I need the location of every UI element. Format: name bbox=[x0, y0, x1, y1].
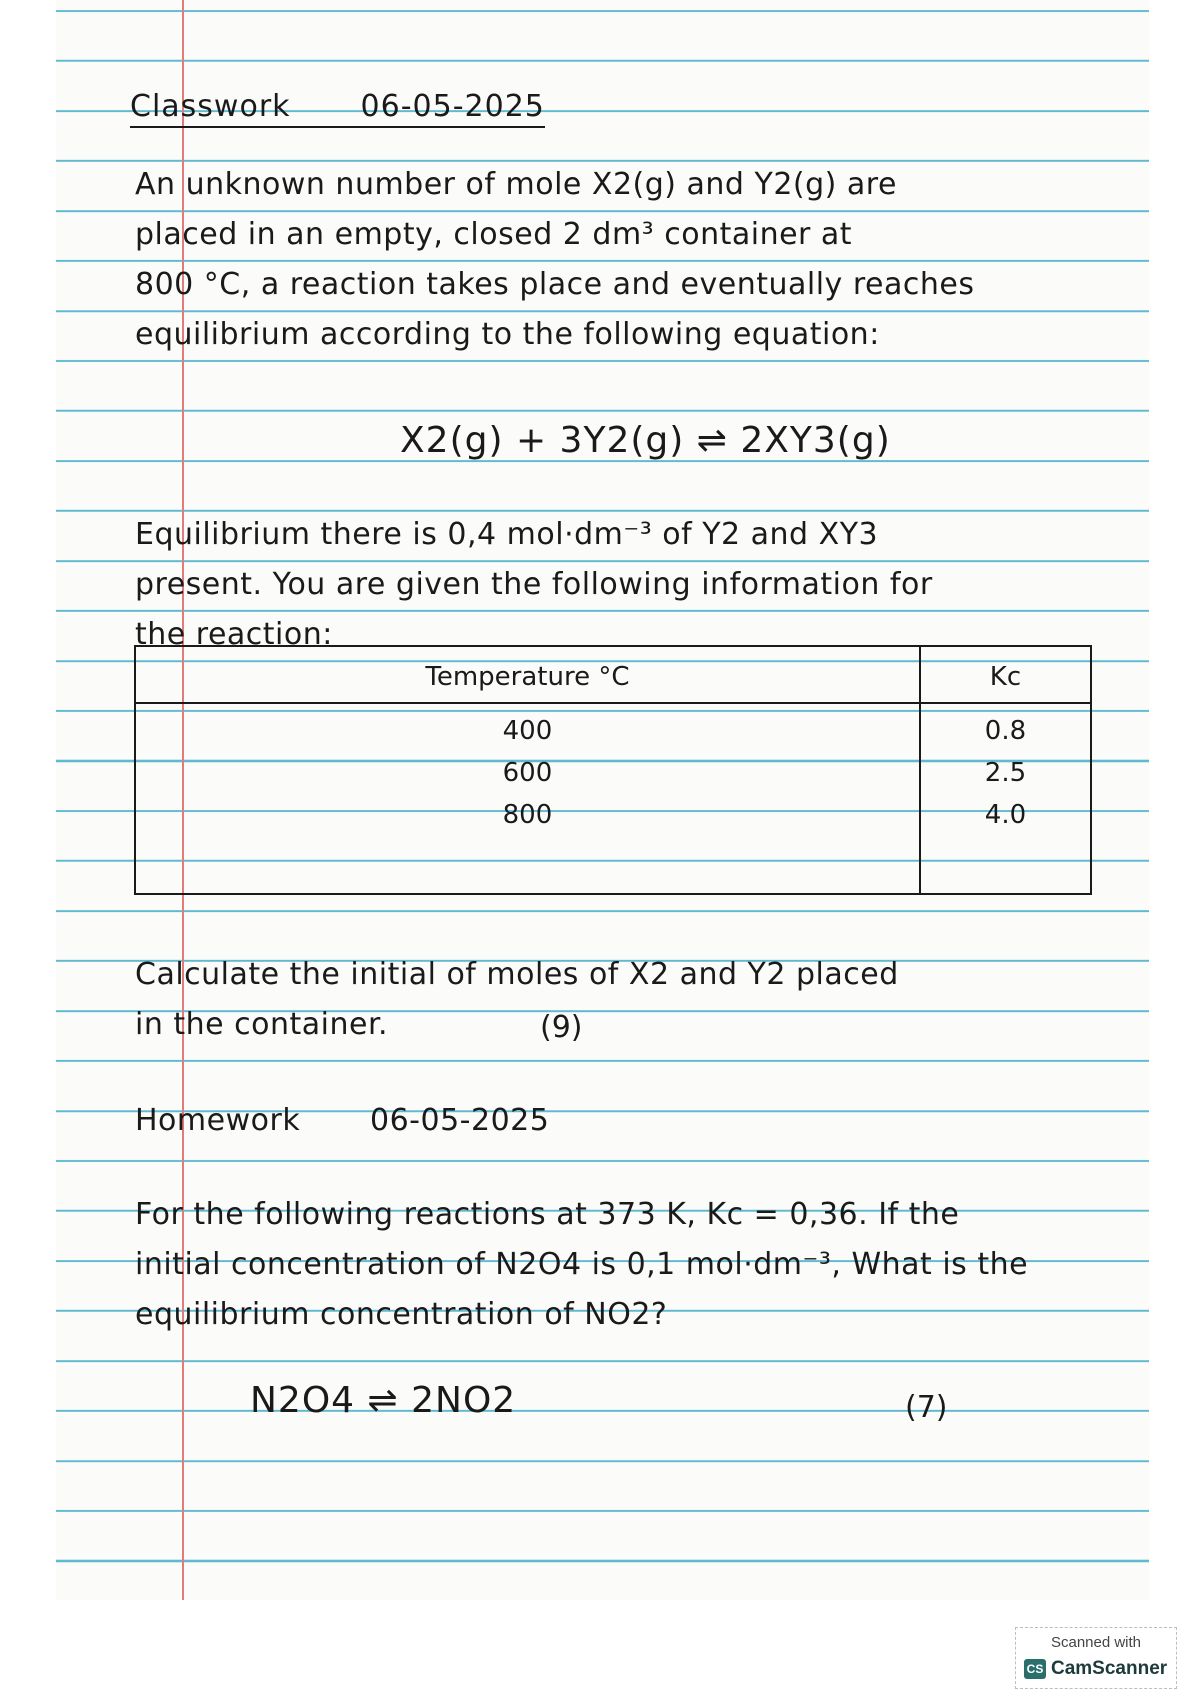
kc-cell: 2.5 bbox=[984, 758, 1027, 788]
homework-date: 06-05-2025 bbox=[370, 1103, 550, 1138]
homework-equation: N2O4 ⇌ 2NO2 bbox=[250, 1380, 517, 1421]
classwork-label: Classwork bbox=[130, 89, 291, 124]
classwork-info-line-1: Equilibrium there is 0,4 mol·dm⁻³ of Y2 and XY3 bbox=[135, 517, 879, 552]
classwork-marks: (9) bbox=[540, 1010, 583, 1045]
kc-table bbox=[134, 645, 1092, 895]
classwork-info-line-3: the reaction: bbox=[135, 617, 333, 652]
classwork-task-line-1: Calculate the initial of moles of X2 and Y2 placed bbox=[135, 957, 899, 992]
table-header-row bbox=[135, 646, 1091, 703]
camscanner-name: CamScanner bbox=[1051, 1658, 1168, 1679]
classwork-task-line-2: in the container. bbox=[135, 1007, 389, 1042]
kc-header: Kc bbox=[920, 646, 1091, 703]
camscanner-logo-icon: CS bbox=[1024, 1659, 1046, 1679]
camscanner-brand bbox=[1024, 1658, 1167, 1680]
kc-cell: 4.0 bbox=[984, 800, 1027, 830]
homework-marks: (7) bbox=[905, 1390, 948, 1425]
classwork-heading bbox=[130, 89, 545, 128]
homework-question-line-3: equilibrium concentration of NO2? bbox=[135, 1297, 668, 1332]
classwork-date: 06-05-2025 bbox=[360, 89, 545, 124]
kc-cell: 0.8 bbox=[984, 716, 1027, 746]
temperature-cell: 800 bbox=[502, 800, 553, 830]
temperature-cell: 600 bbox=[502, 758, 553, 788]
classwork-info-line-2: present. You are given the following information for bbox=[135, 567, 933, 602]
homework-question-line-2: initial concentration of N2O4 is 0,1 mol·dm⁻³, What is the bbox=[135, 1247, 1029, 1282]
classwork-question-line-1: An unknown number of mole X2(g) and Y2(g) are bbox=[135, 167, 897, 202]
kc-values bbox=[920, 703, 1091, 894]
classwork-question-line-3: 800 °C, a reaction takes place and eventually reaches bbox=[135, 267, 975, 302]
temperature-cell: 400 bbox=[502, 716, 553, 746]
temperature-values bbox=[135, 703, 920, 894]
homework-label: Homework bbox=[135, 1103, 301, 1138]
homework-question-line-1: For the following reactions at 373 K, Kc = 0,36. If the bbox=[135, 1197, 960, 1232]
classwork-equation: X2(g) + 3Y2(g) ⇌ 2XY3(g) bbox=[400, 420, 891, 461]
classwork-question-line-4: equilibrium according to the following equation: bbox=[135, 317, 880, 352]
classwork-question-line-2: placed in an empty, closed 2 dm³ container at bbox=[135, 217, 853, 252]
scanned-with-label: Scanned with bbox=[1050, 1634, 1142, 1651]
table-row bbox=[135, 703, 1091, 894]
camscanner-watermark bbox=[1015, 1627, 1177, 1689]
temperature-header: Temperature °C bbox=[135, 646, 920, 703]
